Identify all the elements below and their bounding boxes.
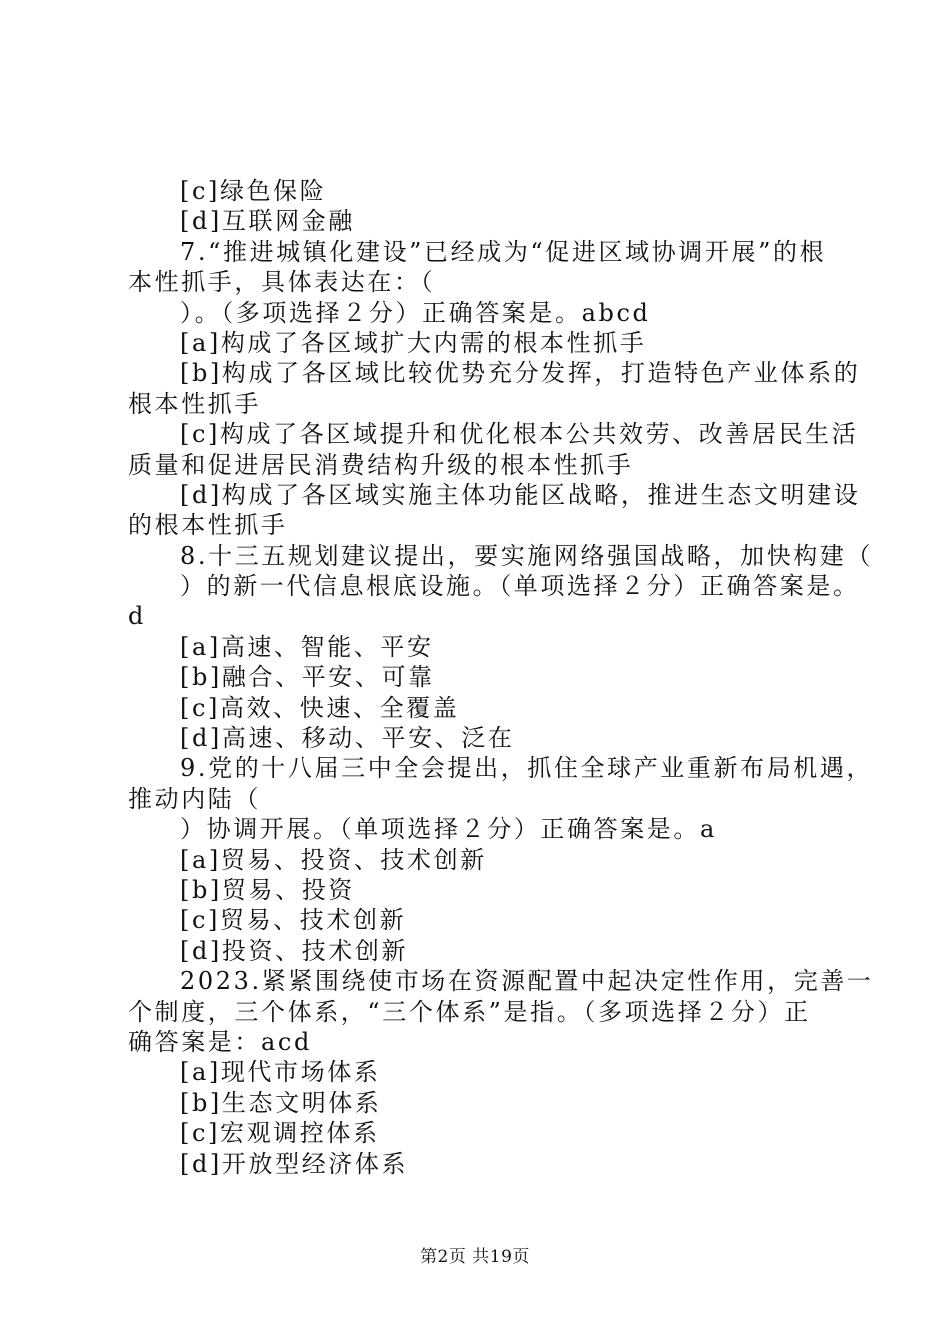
option-line: [c]宏观调控体系	[180, 1119, 380, 1148]
option-line: [b]融合、平安、可靠	[180, 663, 435, 692]
option-line: [b]贸易、投资	[180, 875, 355, 904]
option-line-cont: 质量和促进居民消费结构升级的根本性抓手	[128, 450, 634, 479]
question-10: 2023.紧紧围绕使市场在资源配置中起决定性作用，完善一	[180, 967, 874, 996]
option-line: [d]开放型经济体系	[180, 1149, 409, 1178]
option-line-cont: 的根本性抓手	[128, 511, 288, 540]
question-9-cont: 推动内陆（	[128, 784, 261, 813]
question-8-answer-cont: d	[128, 602, 146, 631]
option-line: [d]构成了各区域实施主体功能区战略，推进生态文明建设	[180, 480, 861, 509]
option-line: [a]现代市场体系	[180, 1058, 381, 1087]
option-line: [c]绿色保险	[180, 177, 327, 205]
document-body	[128, 176, 874, 1179]
question-10-cont: 个制度，三个体系，“三个体系”是指。（多项选择２分）正	[128, 997, 811, 1026]
question-7-cont: 本性抓手，具体表达在：（	[128, 268, 436, 297]
option-line: [d]投资、技术创新	[180, 936, 409, 965]
question-9-answer: ）协调开展。（单项选择２分）正确答案是。a	[180, 815, 717, 844]
page-number-footer: 第2页 共19页	[420, 1247, 530, 1267]
option-line: [d]高速、移动、平安、泛在	[180, 724, 515, 753]
option-line: [c]构成了各区域提升和优化根本公共效劳、改善居民生活	[180, 420, 859, 449]
question-8-answer: ）的新一代信息根底设施。（单项选择２分）正确答案是。	[180, 572, 860, 601]
option-line: [c]贸易、技术创新	[180, 906, 407, 935]
option-line: [a]高速、智能、平安	[180, 632, 434, 661]
question-9: 9.党的十八届三中全会提出，抓住全球产业重新布局机遇，	[180, 754, 874, 783]
option-line-cont: 根本性抓手	[128, 389, 261, 418]
question-10-answer: 确答案是：acd	[128, 1027, 312, 1056]
option-line: [b]构成了各区域比较优势充分发挥，打造特色产业体系的	[180, 359, 861, 388]
option-line: [c]高效、快速、全覆盖	[180, 693, 460, 722]
question-7: 7.“推进城镇化建设”已经成为“促进区域协调开展”的根	[180, 237, 827, 266]
question-7-answer: ）。（多项选择２分）正确答案是。abcd	[180, 298, 651, 327]
question-8: 8.十三五规划建议提出，要实施网络强国战略，加快构建（	[180, 541, 874, 570]
option-line: [d]互联网金融	[180, 207, 355, 236]
option-line: [a]贸易、投资、技术创新	[180, 845, 487, 874]
option-line: [a]构成了各区域扩大内需的根本性抓手	[180, 328, 647, 357]
option-line: [b]生态文明体系	[180, 1088, 382, 1117]
